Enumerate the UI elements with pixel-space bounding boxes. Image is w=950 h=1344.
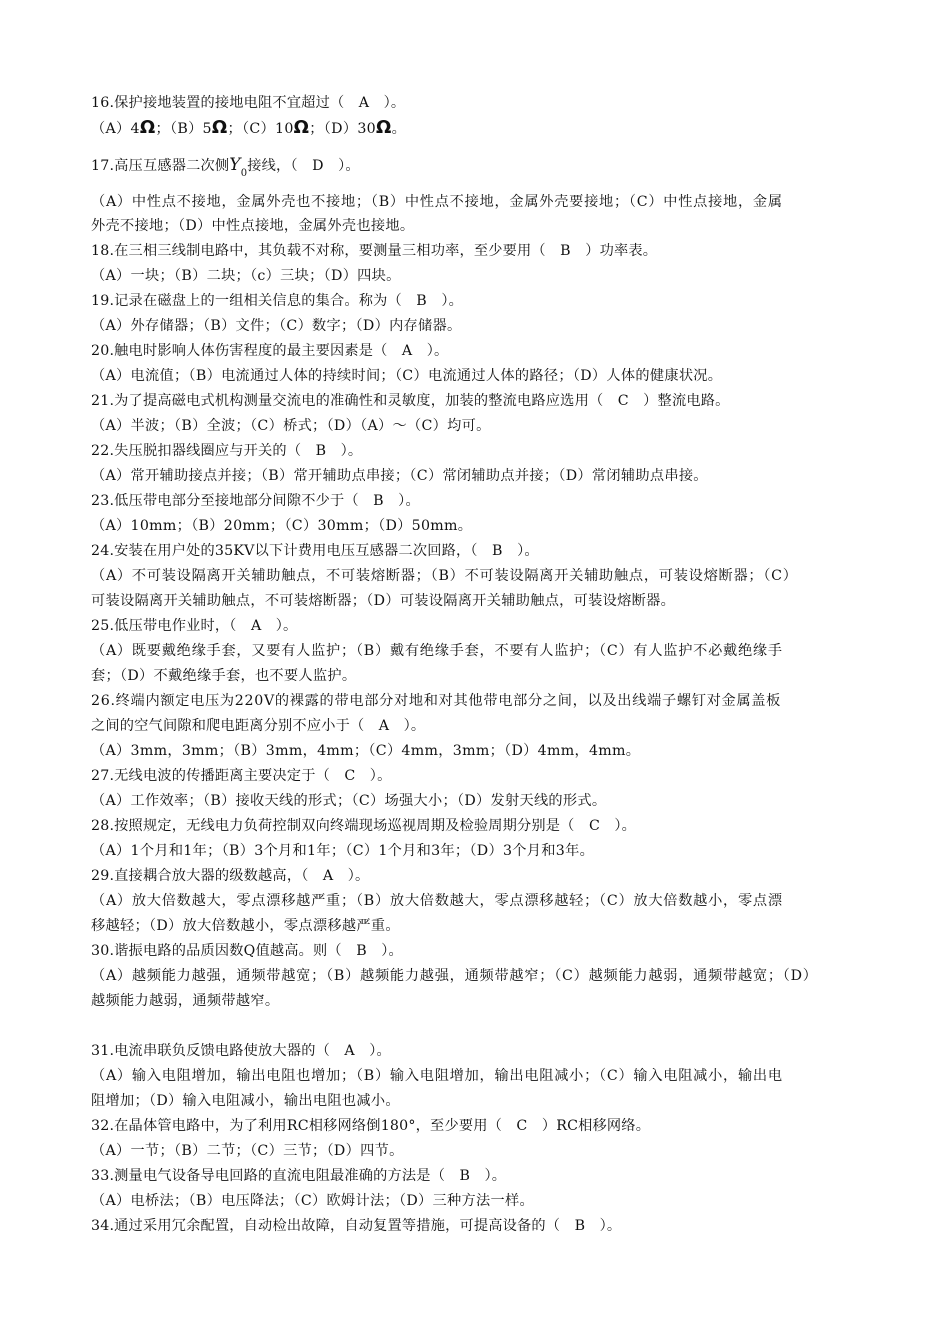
options-16: （A）4Ω；（B）5Ω；（C）10Ω；（D）30Ω。 (91, 117, 407, 138)
question-26-line2: 之间的空气间隙和爬电距离分别不应小于（ A ）。 (91, 718, 426, 734)
options-33: （A）电桥法；（B）电压降法；（C）欧姆计法；（D）三种方法一样。 (91, 1193, 534, 1209)
question-32: 32.在晶体管电路中，为了利用RC相移网络倒180°，至少要用（ C ）RC相移网络。 (91, 1118, 651, 1134)
options-31-line2: 阻增加；（D）输入电阻减小，输出电阻也减小。 (91, 1093, 400, 1109)
ohm-symbol: Ω (293, 117, 310, 138)
options-31-line1: （A）输入电阻增加，输出电阻也增加；（B）输入电阻增加，输出电阻减小；（C）输入电阻减小，输出电 (91, 1068, 783, 1084)
options-23: （A）10mm；（B）20mm；（C）30mm；（D）50mm。 (91, 518, 473, 534)
options-20: （A）电流值；（B）电流通过人体的持续时间；（C）电流通过人体的路径；（D）人体的健康状况。 (91, 368, 723, 384)
y-symbol: Y (229, 155, 241, 175)
question-21: 21.为了提高磁电式机构测量交流电的准确性和灵敏度，加装的整流电路应选用（ C ）整流电路。 (91, 393, 730, 409)
options-27: （A）工作效率；（B）接收天线的形式；（C）场强大小；（D）发射天线的形式。 (91, 793, 607, 809)
subscript-zero: 0 (240, 168, 248, 179)
options-21: （A）半波；（B）全波；（C）桥式；（D）（A）～（C）均可。 (91, 418, 491, 434)
options-29-line1: （A）放大倍数越大，零点漂移越严重；（B）放大倍数越大，零点漂移越轻；（C）放大倍数越小，零点漂 (91, 893, 783, 909)
options-24-line1: （A）不可装设隔离开关辅助触点，不可装熔断器；（B）不可装设隔离开关辅助触点，可装设熔断器；（C） (91, 568, 798, 584)
options-30-line1: （A）越频能力越强，通频带越宽；（B）越频能力越强，通频带越窄；（C）越频能力越弱，通频带越宽；（D） (91, 968, 818, 984)
options-17-line2: 外壳不接地；（D）中性点接地，金属外壳也接地。 (91, 218, 415, 234)
question-16: 16.保护接地装置的接地电阻不宜超过（ A ）。 (91, 95, 406, 111)
question-30: 30.谐振电路的品质因数Q值越高。则（ B ）。 (91, 943, 403, 959)
question-23: 23.低压带电部分至接地部分间隙不少于（ B ）。 (91, 493, 420, 509)
options-25-line1: （A）既要戴绝缘手套，又要有人监护；（B）戴有绝缘手套，不要有人监护；（C）有人监护不必戴绝缘手 (91, 643, 783, 659)
options-26: （A）3mm，3mm；（B）3mm，4mm；（C）4mm，3mm；（D）4mm，4mm。 (91, 743, 641, 759)
options-30-line2: 越频能力越弱，通频带越窄。 (91, 993, 280, 1009)
question-22: 22.失压脱扣器线圈应与开关的（ B ）。 (91, 443, 363, 459)
question-20: 20.触电时影响人体伤害程度的最主要因素是（ A ）。 (91, 343, 449, 359)
question-27: 27.无线电波的传播距离主要决定于（ C ）。 (91, 768, 392, 784)
options-17-line1: （A）中性点不接地，金属外壳也不接地；（B）中性点不接地，金属外壳要接地；（C）中性点接地，金属 (91, 194, 783, 210)
question-26-line1: 26.终端内额定电压为220V的裸露的带电部分对地和对其他带电部分之间，以及出线端子螺钉对金属盖板 (91, 693, 782, 709)
question-34: 34.通过采用冗余配置，自动检出故障，自动复置等措施，可提高设备的（ B ）。 (91, 1218, 622, 1234)
options-22: （A）常开辅助接点并接；（B）常开辅助点串接；（C）常闭辅助点并接；（D）常闭辅助点串接。 (91, 468, 708, 484)
ohm-symbol: Ω (375, 117, 392, 138)
ohm-symbol: Ω (139, 117, 156, 138)
ohm-symbol: Ω (211, 117, 228, 138)
question-17: 17.高压互感器二次侧$Y_0$接线，（ D ）。 (91, 155, 360, 179)
options-19: （A）外存储器；（B）文件；（C）数字；（D）内存储器。 (91, 318, 462, 334)
options-24-line2: 可装设隔离开关辅助触点，不可装熔断器；（D）可装设隔离开关辅助触点，可装设熔断器。 (91, 593, 676, 609)
question-33: 33.测量电气设备导电回路的直流电阻最准确的方法是（ B ）。 (91, 1168, 507, 1184)
question-24: 24.安装在用户处的35KV以下计费用电压互感器二次回路，（ B ）。 (91, 543, 539, 559)
question-25: 25.低压带电作业时，（ A ）。 (91, 618, 298, 634)
options-28: （A）1个月和1年；（B）3个月和1年；（C）1个月和3年；（D）3个月和3年。 (91, 843, 595, 859)
question-19: 19.记录在磁盘上的一组相关信息的集合。称为（ B ）。 (91, 293, 463, 309)
options-32: （A）一节；（B）二节；（C）三节；（D）四节。 (91, 1143, 404, 1159)
question-31: 31.电流串联负反馈电路使放大器的（ A ）。 (91, 1043, 391, 1059)
options-18: （A）一块；（B）二块；（c）三块；（D）四块。 (91, 268, 401, 284)
question-28: 28.按照规定，无线电力负荷控制双向终端现场巡视周期及检验周期分别是（ C ）。 (91, 818, 637, 834)
options-29-line2: 移越轻；（D）放大倍数越小，零点漂移越严重。 (91, 918, 400, 934)
options-25-line2: 套；（D）不戴绝缘手套，也不要人监护。 (91, 668, 357, 684)
question-29: 29.直接耦合放大器的级数越高，（ A ）。 (91, 868, 370, 884)
question-18: 18.在三相三线制电路中，其负载不对称，要测量三相功率，至少要用（ B ）功率表。 (91, 243, 658, 259)
